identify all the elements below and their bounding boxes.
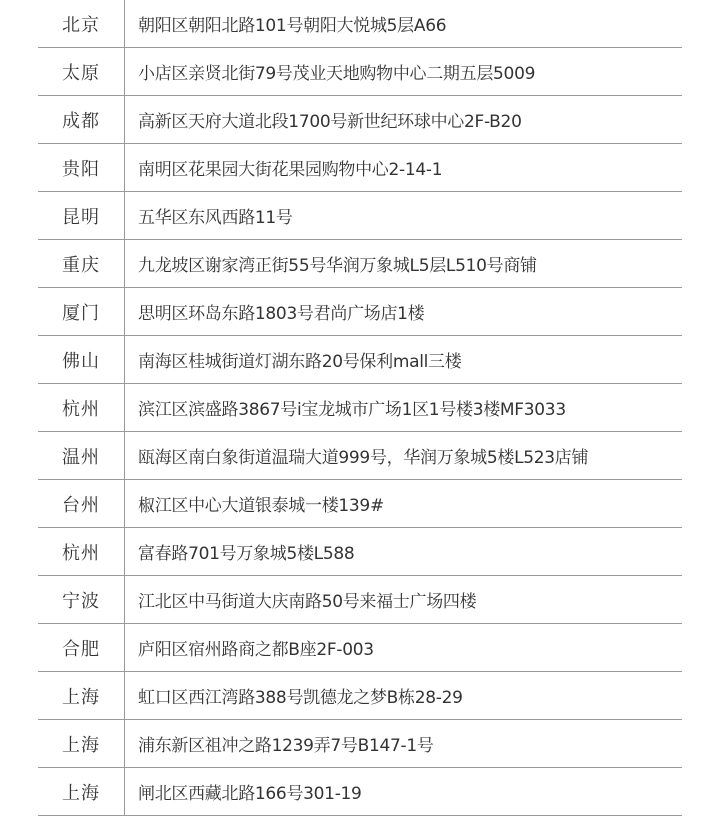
table-row [38,336,682,384]
city-cell: 佛山 [38,336,125,384]
city-cell: 合肥 [38,624,125,672]
address-cell: 江北区中马街道大庆南路50号来福士广场四楼 [125,576,683,624]
table-row [38,432,682,480]
table-row [38,384,682,432]
table-row [38,240,682,288]
store-list [38,0,682,816]
city-cell: 上海 [38,768,125,816]
table-row [38,0,682,48]
table-row [38,528,682,576]
table-row [38,288,682,336]
address-cell: 庐阳区宿州路商之都B座2F-003 [125,624,683,672]
city-cell: 宁波 [38,576,125,624]
city-cell: 北京 [38,0,125,48]
city-cell: 杭州 [38,384,125,432]
city-cell: 台州 [38,480,125,528]
address-cell: 虹口区西江湾路388号凯德龙之梦B栋28-29 [125,672,683,720]
address-cell: 五华区东风西路11号 [125,192,683,240]
address-cell: 滨江区滨盛路3867号i宝龙城市广场1区1号楼3楼MF3033 [125,384,683,432]
table-row [38,48,682,96]
city-cell: 昆明 [38,192,125,240]
address-cell: 九龙坡区谢家湾正街55号华润万象城L5层L510号商铺 [125,240,683,288]
table-row [38,720,682,768]
address-cell: 椒江区中心大道银泰城一楼139# [125,480,683,528]
city-cell: 杭州 [38,528,125,576]
city-cell: 上海 [38,720,125,768]
city-cell: 重庆 [38,240,125,288]
city-cell: 成都 [38,96,125,144]
address-cell: 富春路701号万象城5楼L588 [125,528,683,576]
address-cell: 思明区环岛东路1803号君尚广场店1楼 [125,288,683,336]
table-row [38,480,682,528]
table-row [38,96,682,144]
address-cell: 浦东新区祖冲之路1239弄7号B147-1号 [125,720,683,768]
table-row [38,576,682,624]
address-cell: 瓯海区南白象街道温瑞大道999号，华润万象城5楼L523店铺 [125,432,683,480]
city-cell: 上海 [38,672,125,720]
table-row [38,624,682,672]
table-row [38,768,682,816]
address-cell: 南海区桂城街道灯湖东路20号保利mall三楼 [125,336,683,384]
address-cell: 朝阳区朝阳北路101号朝阳大悦城5层A66 [125,0,683,48]
city-cell: 太原 [38,48,125,96]
address-cell: 闸北区西藏北路166号301-19 [125,768,683,816]
address-cell: 小店区亲贤北街79号茂业天地购物中心二期五层5009 [125,48,683,96]
table-row [38,192,682,240]
city-cell: 温州 [38,432,125,480]
city-cell: 贵阳 [38,144,125,192]
address-cell: 高新区天府大道北段1700号新世纪环球中心2F-B20 [125,96,683,144]
city-cell: 厦门 [38,288,125,336]
table-row [38,144,682,192]
store-address-table [38,0,682,816]
address-cell: 南明区花果园大街花果园购物中心2-14-1 [125,144,683,192]
table-row [38,672,682,720]
